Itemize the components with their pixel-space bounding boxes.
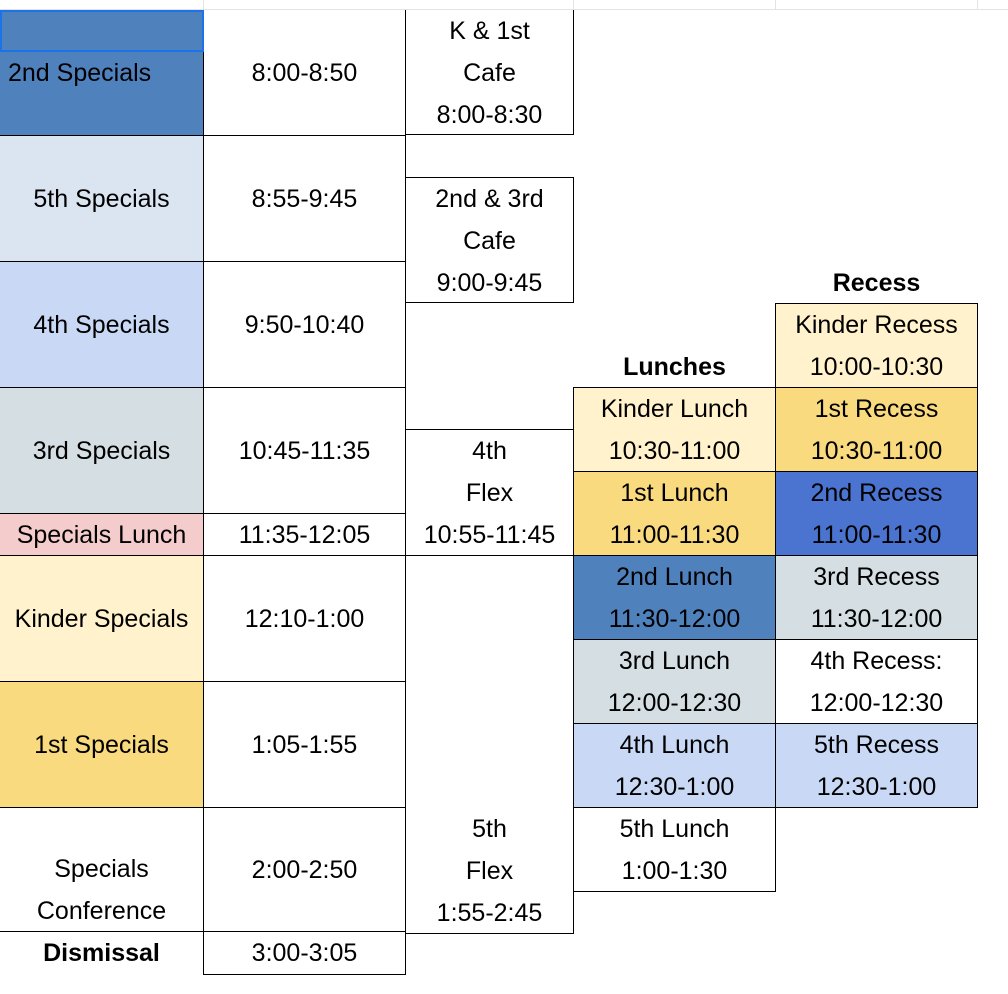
cell-border xyxy=(405,933,574,934)
recess-cell[interactable] xyxy=(776,724,977,808)
cell-border xyxy=(573,891,776,892)
specials-label-cell[interactable] xyxy=(0,808,203,931)
cell-border xyxy=(573,471,978,472)
flex-block-line: 5th xyxy=(472,814,507,843)
lunch-time: 12:30-1:00 xyxy=(614,773,735,801)
flex-block-line: 10:55-11:45 xyxy=(423,520,556,549)
specials-label: 5th Specials xyxy=(33,184,170,213)
lunch-cell[interactable] xyxy=(574,808,775,892)
flex-block[interactable] xyxy=(406,808,573,933)
recess-time: 10:00-10:30 xyxy=(809,353,944,381)
lunch-cell[interactable] xyxy=(574,640,775,724)
lunch-name: 1st Lunch xyxy=(620,479,729,507)
specials-time: 12:10-1:00 xyxy=(244,604,365,633)
cell-border xyxy=(405,429,574,430)
cell-border xyxy=(0,555,406,556)
lunch-time: 1:00-1:30 xyxy=(621,857,728,885)
specials-label: 3rd Specials xyxy=(32,436,171,465)
recess-cell[interactable] xyxy=(776,304,977,388)
specials-label-line: Specials xyxy=(54,854,149,883)
cell-border xyxy=(573,177,574,303)
specials-time: 11:35-12:05 xyxy=(238,520,371,549)
flex-block-line: 4th xyxy=(472,436,507,465)
flex-block-line: 1:55-2:45 xyxy=(436,898,543,927)
cell-border xyxy=(405,177,574,178)
cell-border xyxy=(775,303,776,892)
recess-time: 10:30-11:00 xyxy=(810,437,943,465)
active-cell-selection[interactable] xyxy=(0,10,204,52)
cell-border xyxy=(573,10,574,135)
recess-cell[interactable] xyxy=(776,556,977,640)
cell-border xyxy=(573,723,978,724)
cell-border xyxy=(573,387,978,388)
specials-label-line: Conference xyxy=(36,896,167,925)
recess-name: 4th Recess: xyxy=(810,647,943,675)
cafe-block-line: K & 1st xyxy=(449,16,530,45)
specials-time: 9:50-10:40 xyxy=(244,310,365,339)
cafe-block-line: 2nd & 3rd xyxy=(435,184,544,213)
cell-border xyxy=(203,10,204,974)
specials-label-cell[interactable] xyxy=(0,556,203,681)
cell-border xyxy=(0,807,406,808)
lunch-cell[interactable] xyxy=(574,724,775,808)
lunch-name: 2nd Lunch xyxy=(616,563,733,591)
lunch-time: 12:00-12:30 xyxy=(607,689,742,717)
recess-name: Kinder Recess xyxy=(795,311,958,339)
cell-border xyxy=(573,807,978,808)
recess-cell[interactable] xyxy=(776,640,977,724)
cell-border xyxy=(0,135,406,136)
specials-time: 2:00-2:50 xyxy=(251,855,358,884)
lunch-name: Kinder Lunch xyxy=(600,395,749,423)
specials-time-cell[interactable] xyxy=(204,808,405,931)
specials-time-cell[interactable] xyxy=(204,514,405,555)
specials-label-cell[interactable] xyxy=(0,262,203,387)
specials-time-cell[interactable] xyxy=(204,556,405,681)
recess-name: 3rd Recess xyxy=(813,563,940,591)
cell-border xyxy=(0,513,406,514)
lunch-time: 10:30-11:00 xyxy=(608,437,741,465)
cell-border xyxy=(573,555,978,556)
specials-label-cell[interactable] xyxy=(0,932,203,974)
lunch-time: 11:00-11:30 xyxy=(609,521,740,549)
lunches-header-text: Lunches xyxy=(623,353,726,381)
specials-time-cell[interactable] xyxy=(204,136,405,261)
specials-label: 2nd Specials xyxy=(8,58,152,87)
lunch-cell[interactable] xyxy=(574,388,775,472)
cafe-block[interactable] xyxy=(406,178,573,303)
cell-border xyxy=(405,10,406,974)
cafe-block-line: 8:00-8:30 xyxy=(436,100,543,129)
cell-border xyxy=(573,639,978,640)
cell-border xyxy=(405,302,574,303)
lunch-cell[interactable] xyxy=(574,472,775,556)
lunch-time: 11:30-12:00 xyxy=(608,605,741,633)
specials-label-cell[interactable] xyxy=(0,514,203,555)
recess-time: 12:00-12:30 xyxy=(809,689,944,717)
specials-label: Kinder Specials xyxy=(14,604,189,633)
specials-label-cell[interactable] xyxy=(0,136,203,261)
specials-time-cell[interactable] xyxy=(204,262,405,387)
lunch-name: 5th Lunch xyxy=(619,815,730,843)
flex-block-line: Flex xyxy=(465,856,514,885)
specials-time: 10:45-11:35 xyxy=(238,436,371,465)
cell-border xyxy=(0,387,406,388)
recess-cell[interactable] xyxy=(776,472,977,556)
cell-border xyxy=(573,387,574,934)
cell-border xyxy=(0,261,406,262)
specials-time-cell[interactable] xyxy=(204,932,405,974)
specials-time: 8:55-9:45 xyxy=(251,184,358,213)
specials-label-cell[interactable] xyxy=(0,682,203,807)
cell-border xyxy=(0,681,406,682)
recess-time: 11:00-11:30 xyxy=(811,521,942,549)
lunches-header[interactable] xyxy=(574,346,775,388)
recess-header-text: Recess xyxy=(832,269,921,297)
specials-label: Dismissal xyxy=(43,939,160,967)
specials-label: 4th Specials xyxy=(33,310,170,339)
specials-label-cell[interactable] xyxy=(0,388,203,513)
recess-cell[interactable] xyxy=(776,388,977,472)
recess-name: 1st Recess xyxy=(814,395,939,423)
flex-block-line: Flex xyxy=(465,478,514,507)
recess-time: 11:30-12:00 xyxy=(810,605,943,633)
recess-name: 5th Recess xyxy=(813,731,940,759)
cell-border xyxy=(0,931,406,932)
specials-time-cell[interactable] xyxy=(204,10,405,135)
specials-time: 1:05-1:55 xyxy=(251,730,358,759)
lunch-name: 4th Lunch xyxy=(619,731,730,759)
specials-time: 8:00-8:50 xyxy=(251,58,358,87)
specials-time-cell[interactable] xyxy=(204,682,405,807)
cell-border xyxy=(405,134,574,135)
specials-label: 1st Specials xyxy=(34,730,169,759)
recess-time: 12:30-1:00 xyxy=(816,773,937,801)
specials-time: 3:00-3:05 xyxy=(251,939,358,967)
cafe-block-line: Cafe xyxy=(463,58,516,87)
recess-name: 2nd Recess xyxy=(810,479,943,507)
cafe-block-line: Cafe xyxy=(463,226,516,255)
specials-label: Specials Lunch xyxy=(16,520,187,549)
cafe-block-line: 9:00-9:45 xyxy=(436,268,543,297)
lunch-name: 3rd Lunch xyxy=(618,647,731,675)
flex-block[interactable] xyxy=(406,430,573,555)
cafe-block[interactable] xyxy=(406,10,573,135)
specials-time-cell[interactable] xyxy=(204,388,405,513)
cell-border xyxy=(775,303,978,304)
cell-border xyxy=(203,974,406,975)
recess-header[interactable] xyxy=(776,262,977,304)
cell-border xyxy=(405,555,574,556)
lunch-cell[interactable] xyxy=(574,556,775,640)
